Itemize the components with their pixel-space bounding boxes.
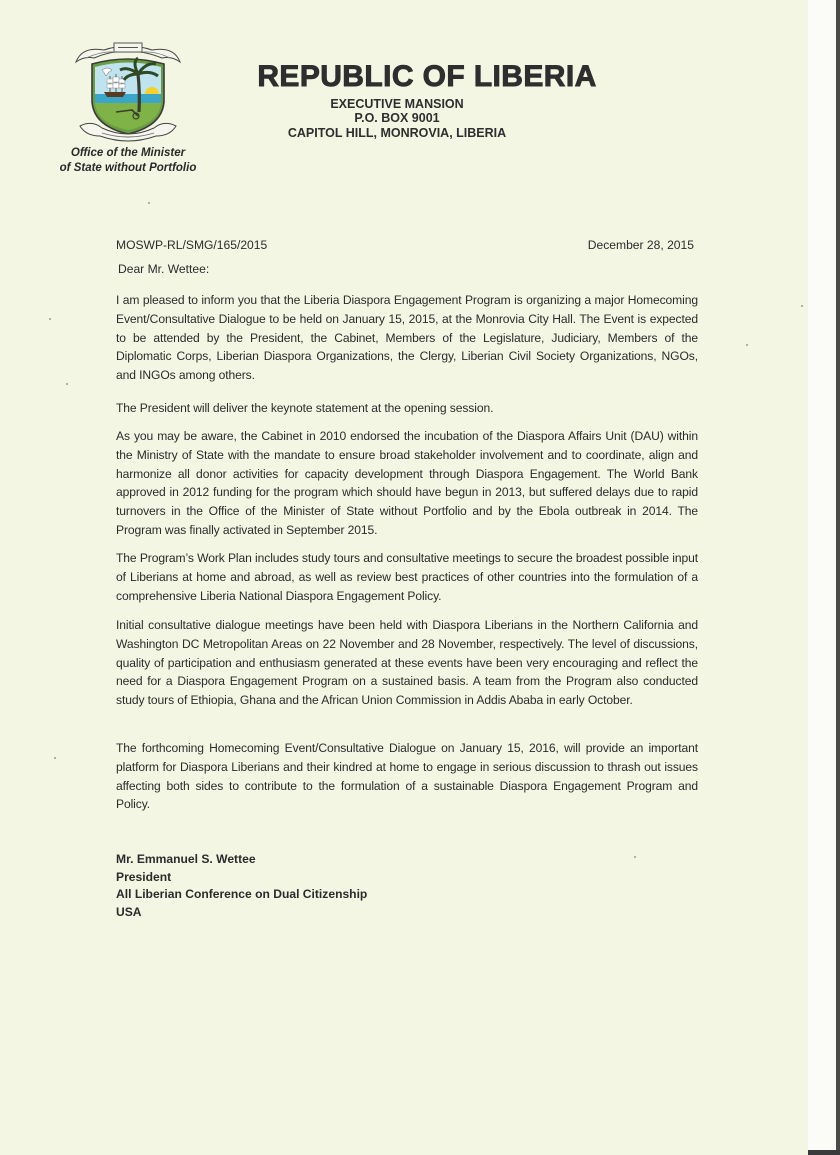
letter-date: December 28, 2015 (587, 238, 694, 252)
scan-speck (54, 757, 56, 759)
paragraph-6: The forthcoming Homecoming Event/Consultative Dialogue on January 15, 2016, will provide an important platform for Diaspora Liberians and their kindred at home to engage in serious discussion to thrash out issues affecting both sides to contribute to the formulation of a sustainable Diaspora Engagement Program and Policy. (116, 741, 698, 812)
letterhead-title: REPUBLIC OF LIBERIA (257, 60, 597, 93)
scan-speck (148, 202, 150, 204)
address-line-2: P.O. BOX 9001 (354, 111, 440, 125)
recipient-name: Mr. Emmanuel S. Wettee (116, 852, 256, 866)
recipient-block (116, 851, 367, 921)
scan-speck (49, 318, 51, 320)
office-line-2: of State without Portfolio (59, 162, 197, 174)
reference-number: MOSWP-RL/SMG/165/2015 (116, 238, 268, 252)
address-line-3: CAPITOL HILL, MONROVIA, LIBERIA (287, 126, 507, 140)
recipient-title: President (116, 869, 172, 884)
scan-speck (746, 344, 748, 346)
salutation: Dear Mr. Wettee: (118, 262, 210, 276)
scan-speck (66, 383, 68, 385)
address-line-1: EXECUTIVE MANSION (330, 97, 464, 111)
paragraph-2: The President will deliver the keynote statement at the opening session. (116, 401, 494, 415)
scan-border (836, 0, 840, 1155)
liberia-coat-of-arms-icon (72, 40, 184, 144)
office-line-1: Office of the Minister (70, 147, 186, 159)
recipient-country: USA (116, 904, 142, 919)
scan-speck (634, 856, 636, 858)
paragraph-1: I am pleased to inform you that the Liberia Diaspora Engagement Program is organizing a major Homecoming Event/Consultative Dialogue to be held on January 15, 2015, at the Monrovia City Hall. The Event is expected to be attended by the President, the Cabinet, Members of the Legislature, Judiciary, Members of the Diplomatic Corps, Liberian Diaspora Organizations, the Clergy, Liberian Civil Society Organizations, NGOs, and INGOs among others. (116, 293, 698, 383)
office-name (50, 146, 206, 176)
recipient-organization: All Liberian Conference on Dual Citizenship (116, 887, 368, 901)
paragraph-4: The Program’s Work Plan includes study tours and consultative meetings to secure the broadest possible input of Liberians at home and abroad, as well as review best practices of other countries into the formulation of a comprehensive Liberia National Diaspora Engagement Policy. (116, 551, 698, 603)
scan-corner (808, 1150, 840, 1155)
paragraph-5: Initial consultative dialogue meetings have been held with Diaspora Liberians in the Northern California and Washington DC Metropolitan Areas on 22 November and 28 November, respectively. The level of discussions, quality of participation and enthusiasm generated at these events have been very encouraging and reflect the need for a Diaspora Engagement Program on a sustained basis. A team from the Program also conducted study tours of Ethiopia, Ghana and the African Union Commission in Addis Ababa in early October. (116, 618, 698, 708)
scan-margin (808, 0, 836, 1155)
paragraph-3: As you may be aware, the Cabinet in 2010 endorsed the incubation of the Diaspora Affairs Unit (DAU) within the Ministry of State with the mandate to ensure broad stakeholder involvement and to coordinate, align and harmonize all donor activities for capacity development through Diaspora Engagement. The World Bank approved in 2012 funding for the program which should have begun in 2013, but suffered delays due to rapid turnovers in the Office of the Minister of State without Portfolio and by the Ebola outbreak in 2014. The Program was finally activated in September 2015. (116, 429, 698, 537)
scan-speck (801, 305, 803, 307)
